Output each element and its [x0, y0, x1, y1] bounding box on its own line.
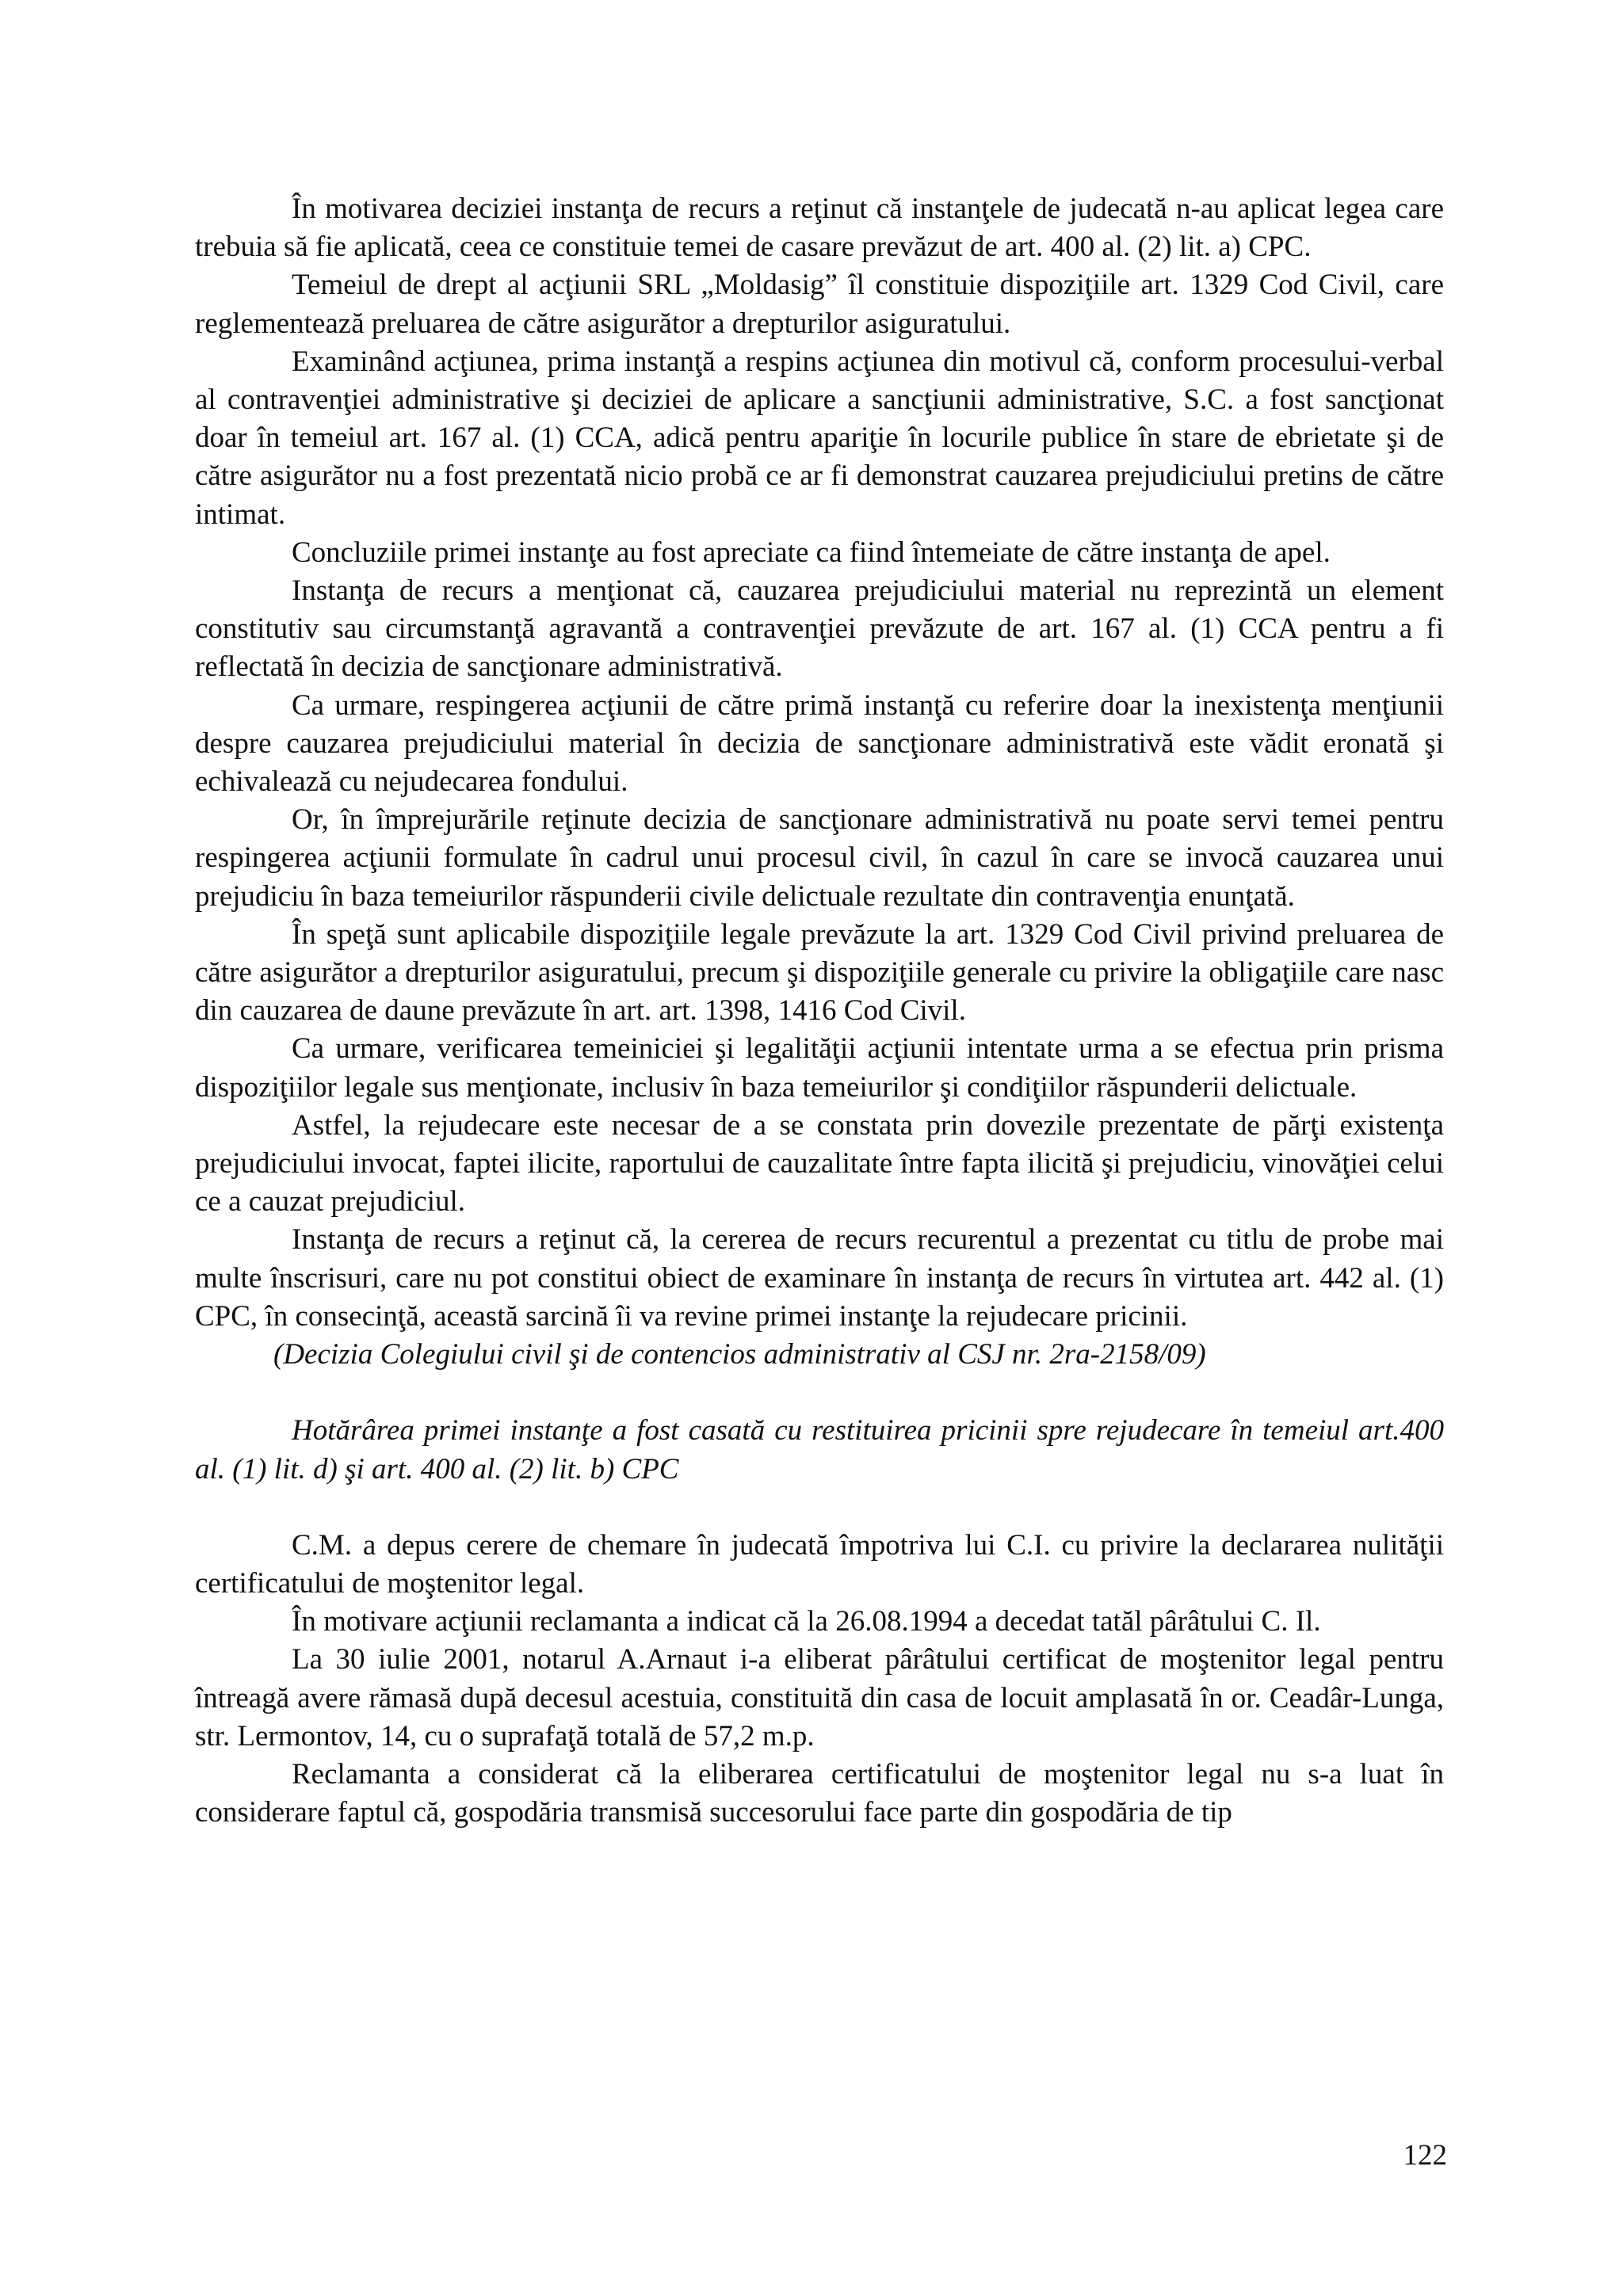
case-headnote: Hotărârea primei instanţe a fost casată cu restituirea pricinii spre rejudecare în temeiul art.400 al. (1) lit. d) şi art. 400 al. (2) lit. b) CPC	[195, 1414, 1444, 1486]
paragraph: Examinând acţiunea, prima instanţă a respins acţiunea din motivul că, conform procesului-verbal al contravenţiei administrative şi deciziei de aplicare a sancţiunii administrative, S.C. a fost sancţionat doar în temeiul art. 167 al. (1) CCA, adică pentru apariţie în locurile publice în stare de ebrietate şi de către asigurător nu a fost prezentată nicio probă ce ar fi demonstrat cauzarea prejudiciului pretins de către intimat.	[195, 345, 1444, 531]
paragraph: Ca urmare, verificarea temeiniciei şi legalităţii acţiunii intentate urma a se efectua prin prisma dispoziţiilor legale sus menţionate, inclusiv în baza temeiurilor şi condiţiilor răspunderii delictuale.	[195, 1032, 1444, 1104]
paragraph: În motivare acţiunii reclamanta a indicat că la 26.08.1994 a decedat tatăl pârâtului C. Il.	[292, 1605, 1321, 1638]
paragraph: În motivarea deciziei instanţa de recurs a reţinut că instanţele de judecată n-au aplicat legea care trebuia să fie aplicată, ceea ce constituie temei de casare prevăzut de art. 400 al. (2) lit. a) CPC.	[195, 193, 1444, 264]
paragraph: Reclamanta a considerat că la eliberarea certificatului de moştenitor legal nu s-a luat în considerare faptul că, gospodăria transmisă succesorului face parte din gospodăria de tip	[195, 1757, 1444, 1829]
paragraph: Temeiul de drept al acţiunii SRL „Moldasig” îl constituie dispoziţiile art. 1329 Cod Civil, care reglementează preluarea de către asigurător a drepturilor asiguratului.	[195, 269, 1444, 340]
paragraph: Ca urmare, respingerea acţiunii de către primă instanţă cu referire doar la inexistenţa menţiunii despre cauzarea prejudiciului material în decizia de sancţionare administrativă este vădit eronată şi echivalează cu nejudecarea fondului.	[195, 688, 1444, 799]
paragraph: Astfel, la rejudecare este necesar de a se constata prin dovezile prezentate de părţi existenţa prejudiciului invocat, faptei ilicite, raportului de cauzalitate între fapta ilicită şi prejudiciu, vinovăţiei celui ce a cauzat prejudiciul.	[195, 1108, 1444, 1219]
spacer	[195, 1489, 1444, 1527]
page-body	[195, 190, 1444, 1832]
paragraph: Instanţa de recurs a menţionat că, cauzarea prejudiciului material nu reprezintă un element constitutiv sau circumstanţă agravantă a contravenţiei prevăzute de art. 167 al. (1) CCA pentru a fi reflectată în decizia de sancţionare administrativă.	[195, 574, 1444, 684]
paragraph: Concluziile primei instanţe au fost apreciate ca fiind întemeiate de către instanţa de apel.	[292, 536, 1331, 569]
paragraph: C.M. a depus cerere de chemare în judecată împotriva lui C.I. cu privire la declararea nulităţii certificatului de moştenitor legal.	[195, 1528, 1444, 1600]
paragraph: La 30 iulie 2001, notarul A.Arnaut i-a eliberat pârâtului certificat de moştenitor legal pentru întreagă avere rămasă după decesul acestuia, constituită din casa de locuit amplasată în or. Ceadâr-Lunga, str. Lermontov, 14, cu o suprafaţă totală de 57,2 m.p.	[195, 1643, 1444, 1753]
paragraph: Or, în împrejurările reţinute decizia de sancţionare administrativă nu poate servi temei pentru respingerea acţiunii formulate în cadrul unui procesul civil, în cazul în care se invocă cauzarea unui prejudiciu în baza temeiurilor răspunderii civile delictuale rezultate din contravenţia enunţată.	[195, 803, 1444, 913]
spacer	[195, 1374, 1444, 1412]
paragraph: Instanţa de recurs a reţinut că, la cererea de recurs recurentul a prezentat cu titlu de probe mai multe înscrisuri, care nu pot constitui obiect de examinare în instanţa de recurs în virtutea art. 442 al. (1) CPC, în consecinţă, această sarcină îi va revine primei instanţe la rejudecare pricinii.	[195, 1223, 1444, 1333]
page-number: 122	[1403, 2139, 1447, 2172]
decision-citation: (Decizia Colegiului civil şi de contencios administrativ al CSJ nr. 2ra-2158/09)	[273, 1338, 1206, 1371]
paragraph: În speţă sunt aplicabile dispoziţiile legale prevăzute la art. 1329 Cod Civil privind preluarea de către asigurător a drepturilor asiguratului, precum şi dispoziţiile generale cu privire la obligaţiile care nasc din cauzarea de daune prevăzute în art. art. 1398, 1416 Cod Civil.	[195, 917, 1444, 1028]
